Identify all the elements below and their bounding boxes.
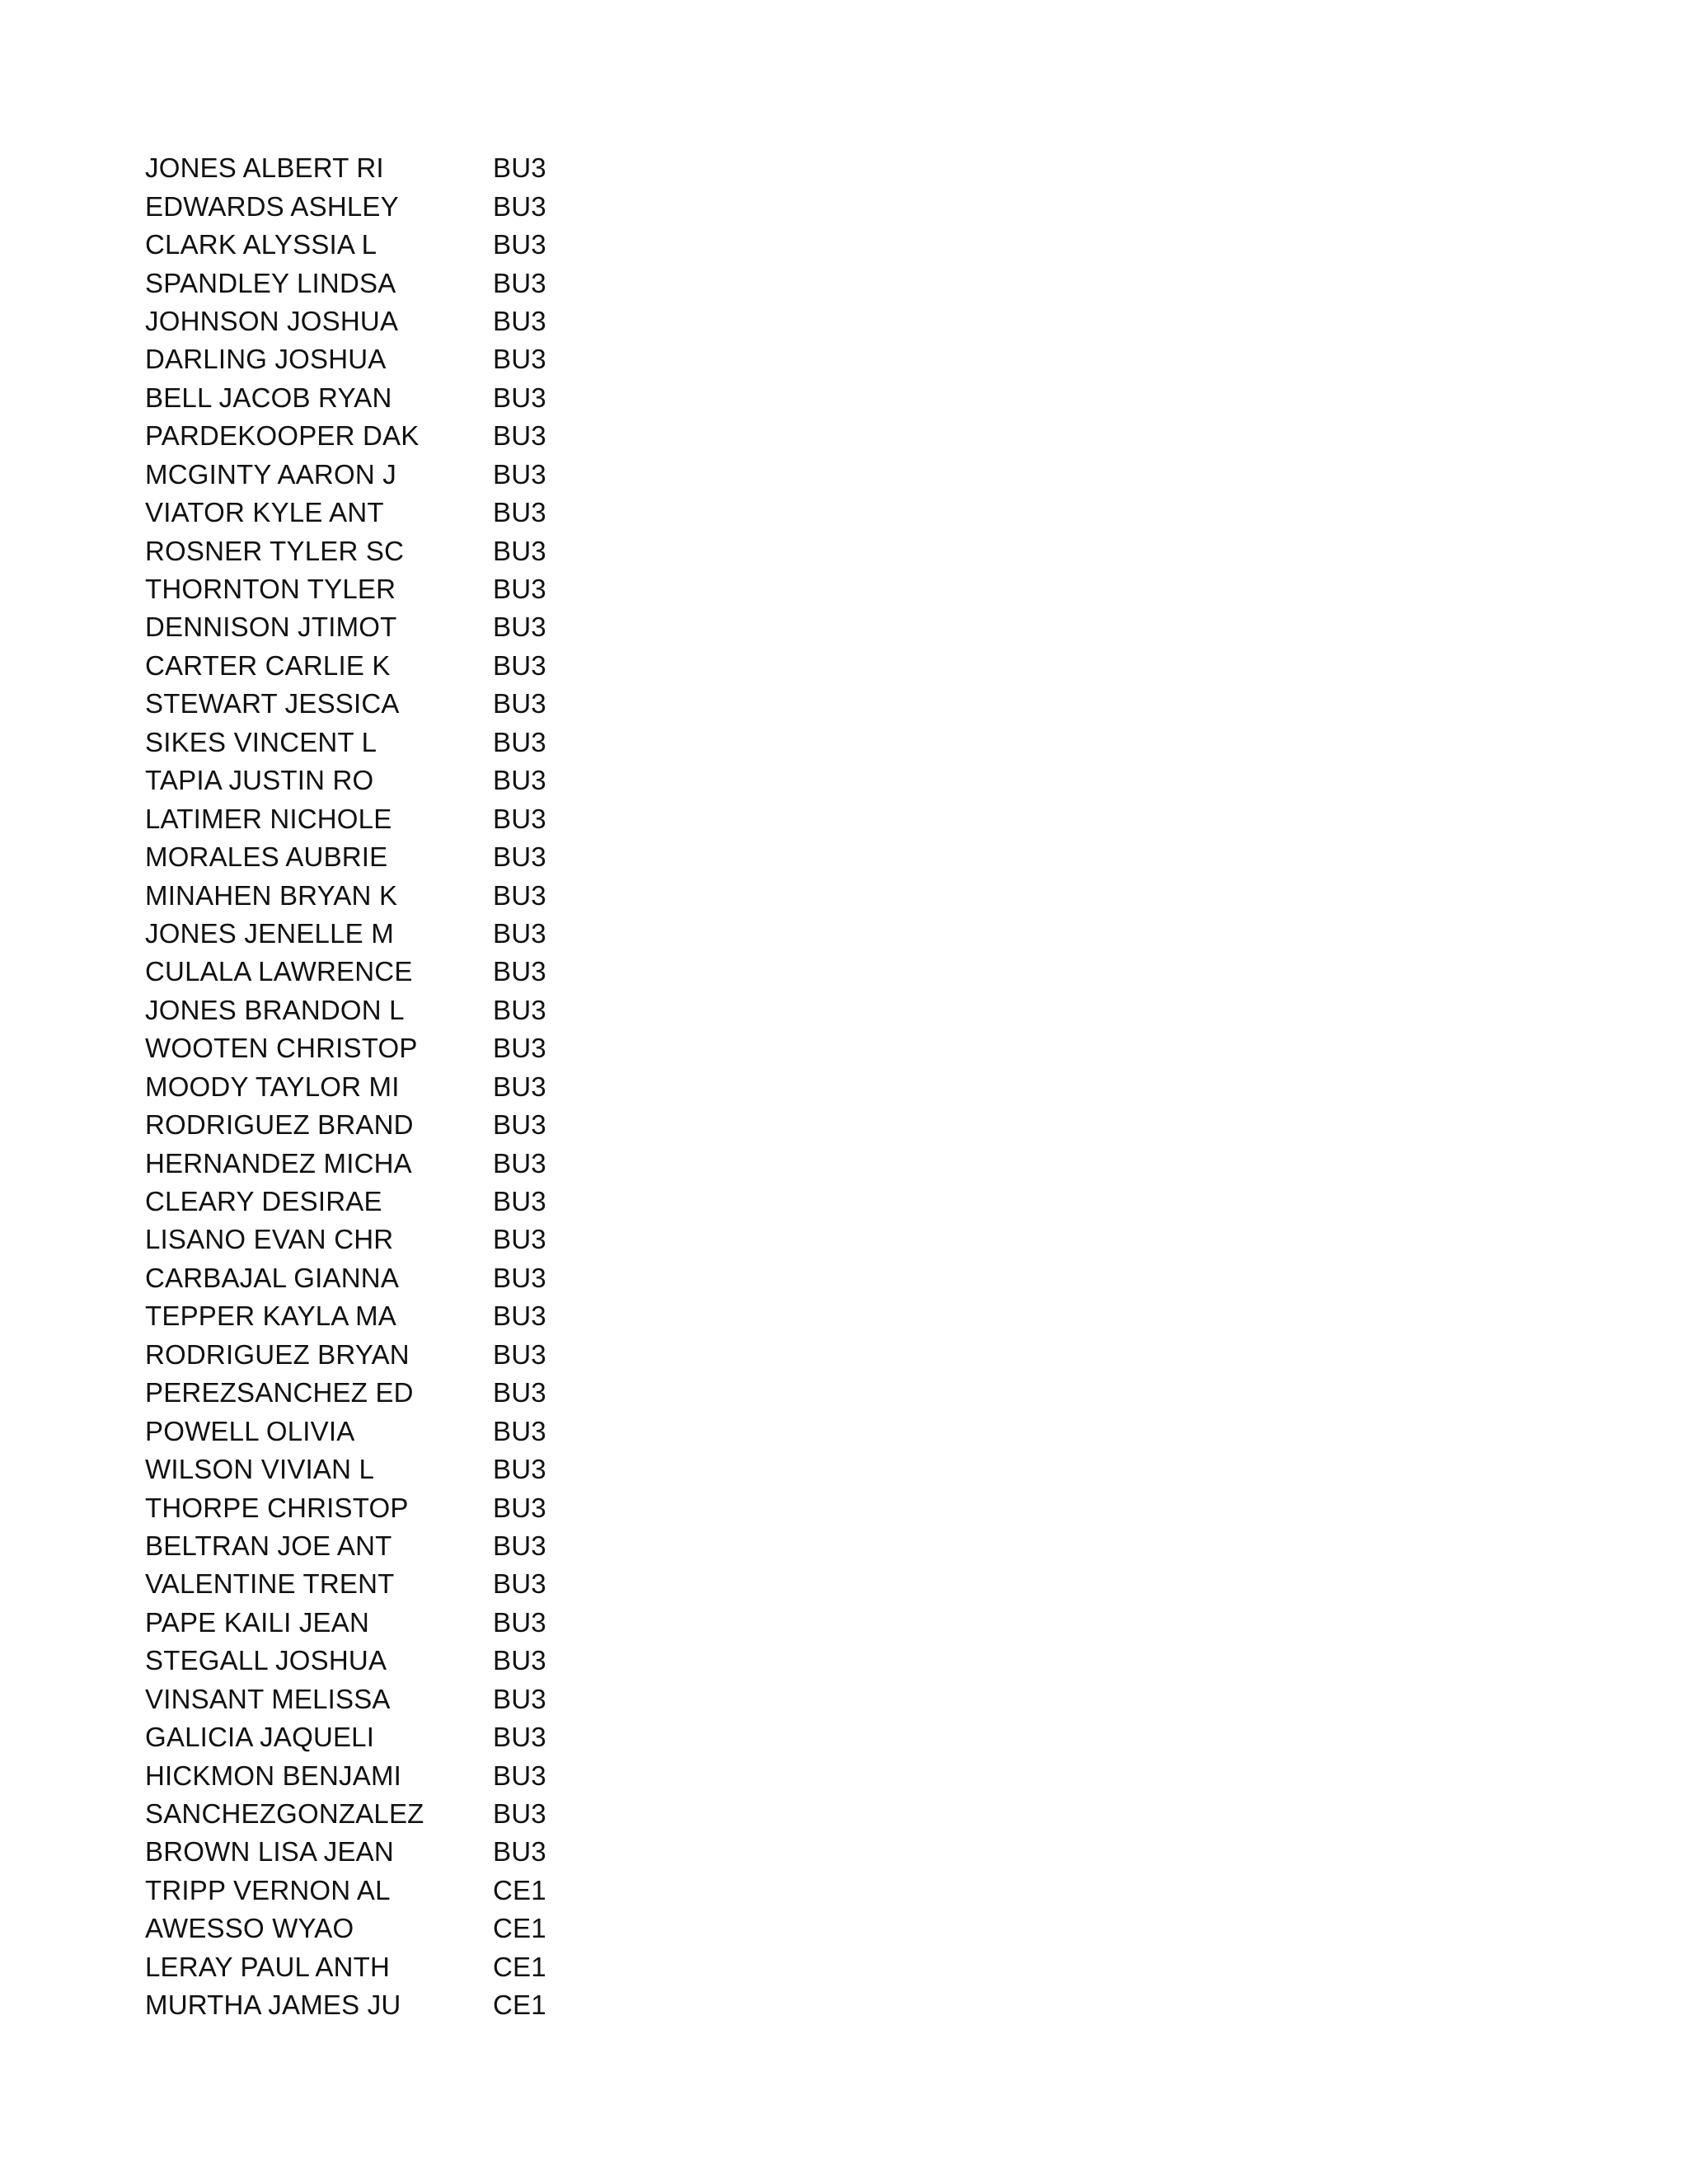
roster-row: [145, 1451, 722, 1488]
roster-row: [145, 456, 722, 494]
member-name: JONES JENELLE M: [145, 917, 394, 949]
rating-code: BU3: [493, 1530, 546, 1561]
roster-row: [145, 379, 722, 417]
member-name: RODRIGUEZ BRAND: [145, 1109, 414, 1141]
roster-row: [145, 1374, 722, 1412]
rating-code: BU3: [493, 458, 546, 490]
member-name: WOOTEN CHRISTOP: [145, 1033, 418, 1064]
rating-code: BU3: [493, 1798, 546, 1830]
roster-row: [145, 953, 722, 991]
roster-row: [145, 1718, 722, 1756]
roster-row: [145, 1029, 722, 1067]
rating-code: BU3: [493, 1492, 546, 1523]
roster-row: [145, 762, 722, 799]
member-name: WILSON VIVIAN L: [145, 1454, 375, 1485]
member-name: TRIPP VERNON AL: [145, 1874, 391, 1905]
member-name: BROWN LISA JEAN: [145, 1836, 394, 1868]
member-name: PAPE KAILI JEAN: [145, 1606, 369, 1638]
rating-code: BU3: [493, 1415, 546, 1446]
roster-row: [145, 1986, 722, 2024]
member-name: ROSNER TYLER SC: [145, 535, 405, 566]
rating-code: BU3: [493, 612, 546, 643]
roster-row: [145, 1412, 722, 1450]
roster-row: [145, 1221, 722, 1258]
rating-code: BU3: [493, 841, 546, 873]
rating-code: BU3: [493, 1568, 546, 1600]
roster-row: [145, 608, 722, 646]
rating-code: BU3: [493, 1147, 546, 1179]
member-name: STEWART JESSICA: [145, 688, 400, 719]
rating-code: BU3: [493, 803, 546, 834]
member-name: THORPE CHRISTOP: [145, 1492, 409, 1523]
roster-row: [145, 1565, 722, 1603]
roster-row: [145, 226, 722, 264]
member-name: LERAY PAUL ANTH: [145, 1951, 391, 1982]
roster-row: [145, 838, 722, 876]
roster-row: [145, 1833, 722, 1871]
member-name: SPANDLEY LINDSA: [145, 267, 396, 298]
rating-code: BU3: [493, 229, 546, 260]
member-name: AWESSO WYAO: [145, 1913, 354, 1944]
member-name: MURTHA JAMES JU: [145, 1990, 401, 2021]
member-name: GALICIA JAQUELI: [145, 1722, 375, 1753]
member-name: BELL JACOB RYAN: [145, 382, 392, 413]
roster-row: [145, 876, 722, 914]
member-name: MORALES AUBRIE: [145, 841, 388, 873]
rating-code: BU3: [493, 382, 546, 413]
member-name: JONES ALBERT RI: [145, 152, 384, 184]
roster-row: [145, 187, 722, 225]
member-name: JONES BRANDON L: [145, 994, 405, 1025]
rating-code: BU3: [493, 1224, 546, 1255]
rating-code: CE1: [493, 1874, 546, 1905]
member-name: JOHNSON JOSHUA: [145, 305, 399, 336]
roster-row: [145, 264, 722, 302]
roster-row: [145, 532, 722, 569]
roster-row: [145, 340, 722, 378]
roster-row: [145, 149, 722, 187]
rating-code: BU3: [493, 956, 546, 987]
rating-code: BU3: [493, 305, 546, 336]
member-name: VIATOR KYLE ANT: [145, 497, 384, 528]
member-name: TEPPER KAYLA MA: [145, 1301, 396, 1332]
roster-row: [145, 799, 722, 837]
member-name: CULALA LAWRENCE: [145, 956, 413, 987]
roster-row: [145, 1297, 722, 1335]
member-name: HERNANDEZ MICHA: [145, 1147, 412, 1179]
rating-code: BU3: [493, 190, 546, 222]
roster-row: [145, 1872, 722, 1910]
member-name: DARLING JOSHUA: [145, 344, 387, 375]
roster-row: [145, 1756, 722, 1794]
member-name: MINAHEN BRYAN K: [145, 879, 398, 911]
rating-code: BU3: [493, 267, 546, 298]
roster-row: [145, 1488, 722, 1526]
roster-row: [145, 1642, 722, 1680]
member-name: PEREZSANCHEZ ED: [145, 1377, 414, 1408]
rating-code: BU3: [493, 1836, 546, 1868]
roster-row: [145, 302, 722, 340]
rating-code: BU3: [493, 1109, 546, 1141]
roster-row: [145, 991, 722, 1029]
rating-code: BU3: [493, 1722, 546, 1753]
rating-code: BU3: [493, 726, 546, 757]
member-name: STEGALL JOSHUA: [145, 1645, 387, 1676]
roster-row: [145, 1106, 722, 1144]
rating-code: BU3: [493, 1033, 546, 1064]
roster-row: [145, 570, 722, 608]
rating-code: BU3: [493, 1683, 546, 1714]
member-name: LATIMER NICHOLE: [145, 803, 392, 834]
member-name: CLEARY DESIRAE: [145, 1186, 382, 1217]
rating-code: BU3: [493, 1606, 546, 1638]
rating-code: BU3: [493, 1262, 546, 1293]
roster-row: [145, 1680, 722, 1718]
member-name: SANCHEZGONZALEZ: [145, 1798, 424, 1830]
roster-row: [145, 494, 722, 532]
member-name: MOODY TAYLOR MI: [145, 1071, 400, 1102]
roster-row: [145, 1604, 722, 1642]
member-name: EDWARDS ASHLEY: [145, 190, 399, 222]
roster-row: [145, 1259, 722, 1297]
member-name: CARBAJAL GIANNA: [145, 1262, 400, 1293]
rating-code: BU3: [493, 917, 546, 949]
member-name: DENNISON JTIMOT: [145, 612, 397, 643]
rating-code: BU3: [493, 688, 546, 719]
rating-code: BU3: [493, 497, 546, 528]
rating-code: BU3: [493, 994, 546, 1025]
roster-row: [145, 1910, 722, 1947]
roster-row: [145, 647, 722, 685]
rating-code: CE1: [493, 1913, 546, 1944]
member-name: MCGINTY AARON J: [145, 458, 396, 490]
member-name: BELTRAN JOE ANT: [145, 1530, 392, 1561]
member-name: VINSANT MELISSA: [145, 1683, 391, 1714]
rating-code: BU3: [493, 344, 546, 375]
roster-row: [145, 1183, 722, 1221]
member-name: PARDEKOOPER DAK: [145, 420, 420, 452]
rating-code: BU3: [493, 1301, 546, 1332]
roster-row: [145, 1527, 722, 1565]
member-name: THORNTON TYLER: [145, 574, 396, 605]
roster-row: [145, 1948, 722, 1986]
roster-row: [145, 1336, 722, 1374]
rating-code: BU3: [493, 535, 546, 566]
member-name: TAPIA JUSTIN RO: [145, 765, 374, 796]
member-name: POWELL OLIVIA: [145, 1415, 355, 1446]
roster-row: [145, 685, 722, 723]
member-name: HICKMON BENJAMI: [145, 1760, 402, 1791]
rating-code: CE1: [493, 1951, 546, 1982]
rating-code: BU3: [493, 765, 546, 796]
roster-list: [145, 149, 722, 2024]
roster-row: [145, 1795, 722, 1833]
member-name: LISANO EVAN CHR: [145, 1224, 394, 1255]
member-name: CARTER CARLIE K: [145, 649, 391, 681]
rating-code: BU3: [493, 1454, 546, 1485]
member-name: RODRIGUEZ BRYAN: [145, 1338, 410, 1370]
rating-code: CE1: [493, 1990, 546, 2021]
roster-row: [145, 1068, 722, 1106]
member-name: VALENTINE TRENT: [145, 1568, 395, 1600]
rating-code: BU3: [493, 1071, 546, 1102]
rating-code: BU3: [493, 879, 546, 911]
rating-code: BU3: [493, 420, 546, 452]
roster-row: [145, 724, 722, 762]
member-name: CLARK ALYSSIA L: [145, 229, 377, 260]
rating-code: BU3: [493, 1338, 546, 1370]
roster-row: [145, 1144, 722, 1182]
rating-code: BU3: [493, 152, 546, 184]
rating-code: BU3: [493, 649, 546, 681]
roster-row: [145, 915, 722, 953]
rating-code: BU3: [493, 574, 546, 605]
rating-code: BU3: [493, 1645, 546, 1676]
rating-code: BU3: [493, 1760, 546, 1791]
roster-row: [145, 417, 722, 455]
rating-code: BU3: [493, 1377, 546, 1408]
rating-code: BU3: [493, 1186, 546, 1217]
member-name: SIKES VINCENT L: [145, 726, 377, 757]
